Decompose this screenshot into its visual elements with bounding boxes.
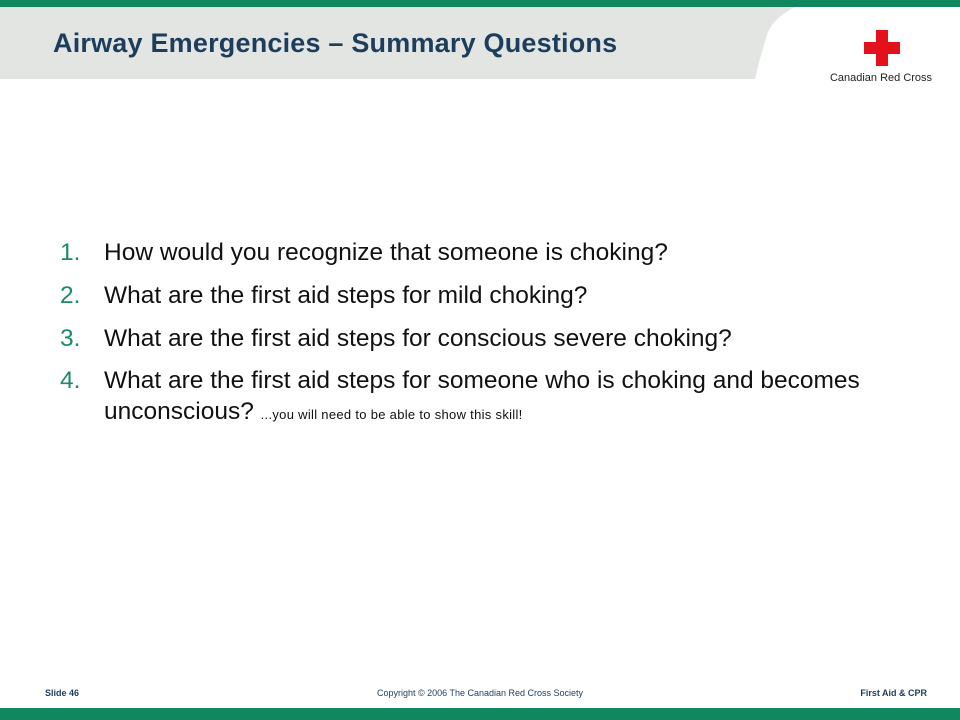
question-item	[60, 237, 940, 268]
bottom-accent-bar	[0, 708, 960, 720]
canadian-red-cross-logo	[826, 27, 936, 87]
question-text: How would you recognize that someone is choking?	[104, 239, 668, 266]
question-note: ...you will need to be able to show this skill!	[260, 407, 523, 422]
course-name: First Aid & CPR	[860, 688, 927, 698]
question-item	[60, 280, 940, 311]
question-number: 4.	[60, 367, 81, 394]
top-accent-bar	[0, 0, 960, 7]
question-item	[60, 365, 940, 430]
question-item	[60, 323, 940, 354]
question-list	[60, 237, 940, 442]
slide-title: Airway Emergencies – Summary Questions	[53, 28, 618, 58]
question-number: 1.	[60, 239, 81, 266]
footer	[0, 680, 960, 702]
red-cross-icon	[864, 30, 900, 66]
question-text: What are the first aid steps for conscious severe choking?	[104, 325, 732, 352]
question-number: 3.	[60, 325, 81, 352]
slide-number: Slide 46	[45, 688, 80, 698]
question-text: What are the first aid steps for mild choking?	[104, 282, 588, 309]
question-text: What are the first aid steps for someone who is choking and becomes unconscious?	[104, 367, 860, 425]
copyright-text: Copyright © 2006 The Canadian Red Cross Society	[376, 688, 584, 698]
logo-text: Canadian Red Cross	[829, 72, 933, 84]
question-number: 2.	[60, 282, 81, 309]
